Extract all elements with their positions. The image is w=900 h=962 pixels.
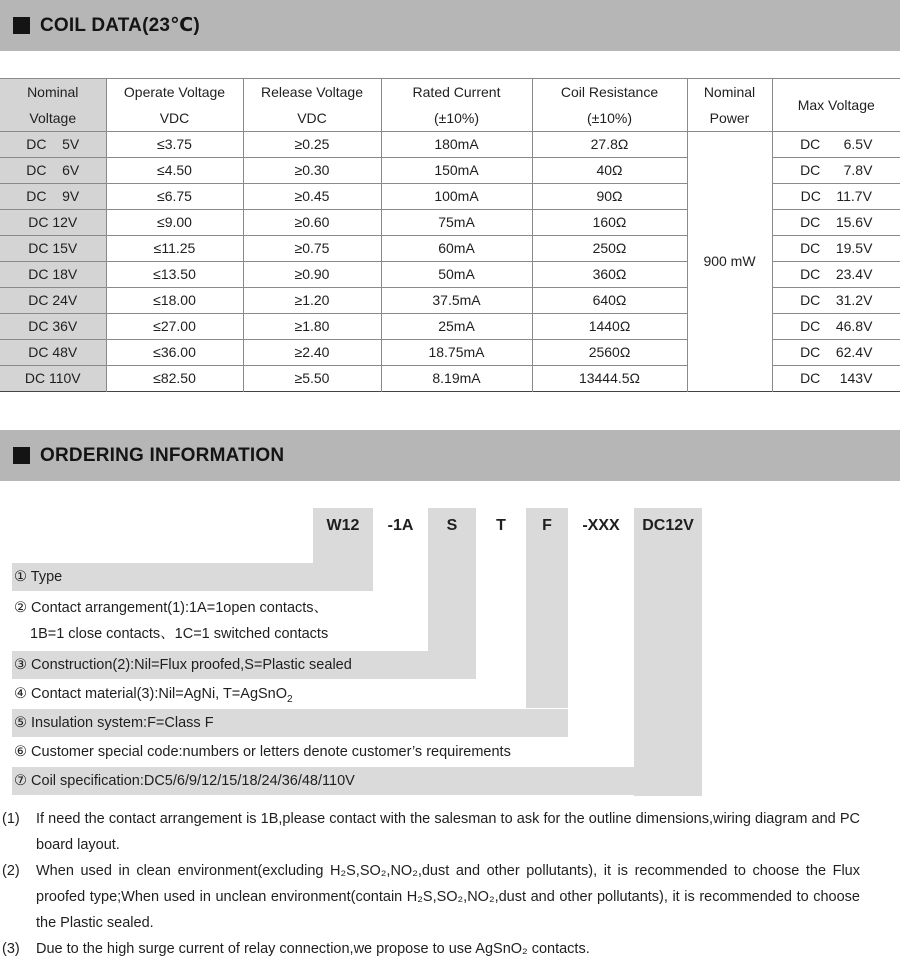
cell-current: 8.19mA: [381, 366, 532, 392]
header-operate-unit: VDC: [106, 105, 243, 132]
cell-operate: ≤11.25: [106, 236, 243, 262]
header-nominal-voltage: Nominal: [0, 79, 106, 106]
cell-operate: ≤4.50: [106, 158, 243, 184]
cell-nominal: DC 48V: [0, 340, 106, 366]
header-coil-resistance: Coil Resistance: [532, 79, 687, 106]
note-text: If need the contact arrangement is 1B,please contact with the salesman to ask for the outline dimensions,wiring diagram and PC board layout.: [36, 811, 860, 853]
ordering-info-title: ORDERING INFORMATION: [40, 444, 285, 466]
cell-resistance: 90Ω: [532, 184, 687, 210]
code-contact-material: T: [496, 517, 506, 534]
note-text: When used in clean environment(excluding H₂S,SO₂,NO₂,dust and other pollutants), it is recommended to choose the Flux proofed type;When used in unclean environment(contain H₂S,SO₂,NO₂,dust and other pollutants), it is recommended to choose the Plastic sealed.: [36, 863, 860, 931]
order-item-coil-spec: ⑦ Coil specification:DC5/6/9/12/15/18/24/36/48/110V: [12, 767, 702, 795]
cell-resistance: 360Ω: [532, 262, 687, 288]
cell-max-voltage: DC 11.7V: [772, 184, 900, 210]
cell-resistance: 1440Ω: [532, 314, 687, 340]
cell-release: ≥5.50: [243, 366, 381, 392]
cell-operate: ≤3.75: [106, 132, 243, 158]
coil-data-table: [0, 78, 900, 392]
cell-max-voltage: DC 23.4V: [772, 262, 900, 288]
header-rated-current-tol: (±10%): [381, 105, 532, 132]
coil-data-header: [0, 0, 900, 51]
ordering-info-header: [0, 430, 900, 481]
cell-release: ≥0.75: [243, 236, 381, 262]
order-item-customer-code: ⑥ Customer special code:numbers or letters denote customer’s requirements: [12, 738, 634, 766]
cell-current: 25mA: [381, 314, 532, 340]
cell-current: 180mA: [381, 132, 532, 158]
cell-max-voltage: DC 15.6V: [772, 210, 900, 236]
cell-operate: ≤18.00: [106, 288, 243, 314]
cell-resistance: 250Ω: [532, 236, 687, 262]
code-insulation: F: [542, 517, 552, 534]
code-type: W12: [326, 517, 360, 534]
table-header-row: [0, 79, 900, 106]
note-1: [0, 806, 860, 858]
cell-max-voltage: DC 31.2V: [772, 288, 900, 314]
order-item-construction: ③ Construction(2):Nil=Flux proofed,S=Plastic sealed: [12, 651, 476, 679]
cell-resistance: 40Ω: [532, 158, 687, 184]
cell-resistance: 160Ω: [532, 210, 687, 236]
cell-release: ≥0.30: [243, 158, 381, 184]
cell-max-voltage: DC 46.8V: [772, 314, 900, 340]
cell-release: ≥0.60: [243, 210, 381, 236]
order-item-contact-material: [12, 680, 526, 708]
square-bullet-icon: [13, 447, 30, 464]
cell-nominal: DC 18V: [0, 262, 106, 288]
cell-max-voltage: DC 7.8V: [772, 158, 900, 184]
header-max-voltage: Max Voltage: [772, 79, 900, 132]
cell-current: 60mA: [381, 236, 532, 262]
cell-operate: ≤13.50: [106, 262, 243, 288]
note-3: [0, 936, 860, 962]
subscript: 2: [287, 693, 293, 705]
order-item-contact-arrangement: [12, 593, 428, 651]
cell-resistance: 13444.5Ω: [532, 366, 687, 392]
code-customer-special: -XXX: [582, 517, 620, 534]
cell-operate: ≤36.00: [106, 340, 243, 366]
cell-release: ≥1.20: [243, 288, 381, 314]
order-item-contact-arrangement-line2: 1B=1 close contacts、1C=1 switched contacts: [30, 626, 329, 642]
note-text: Due to the high surge current of relay connection,we propose to use AgSnO₂ contacts.: [36, 941, 590, 957]
coil-data-title: COIL DATA(23℃): [40, 15, 200, 36]
header-nominal-power-2: Power: [687, 105, 772, 132]
header-nominal-power: Nominal: [687, 79, 772, 106]
header-rated-current: Rated Current: [381, 79, 532, 106]
cell-resistance: 27.8Ω: [532, 132, 687, 158]
notes: [0, 806, 860, 962]
code-construction: S: [446, 517, 458, 534]
cell-release: ≥0.25: [243, 132, 381, 158]
header-nominal-voltage-2: Voltage: [0, 105, 106, 132]
cell-resistance: 640Ω: [532, 288, 687, 314]
cell-release: ≥0.90: [243, 262, 381, 288]
cell-current: 100mA: [381, 184, 532, 210]
cell-nominal-power: 900 mW: [687, 132, 772, 392]
cell-current: 37.5mA: [381, 288, 532, 314]
cell-max-voltage: DC 62.4V: [772, 340, 900, 366]
square-bullet-icon: [13, 17, 30, 34]
header-operate-voltage: Operate Voltage: [106, 79, 243, 106]
cell-resistance: 2560Ω: [532, 340, 687, 366]
connector-coil-spec: [634, 508, 702, 796]
cell-operate: ≤9.00: [106, 210, 243, 236]
cell-operate: ≤27.00: [106, 314, 243, 340]
order-item-insulation: ⑤ Insulation system:F=Class F: [12, 709, 568, 737]
note-number: (1): [2, 811, 20, 827]
cell-nominal: DC 15V: [0, 236, 106, 262]
cell-current: 50mA: [381, 262, 532, 288]
cell-nominal: DC 110V: [0, 366, 106, 392]
table-header-row-2: [0, 105, 900, 132]
code-coil-spec: DC12V: [642, 517, 694, 534]
note-number: (3): [2, 941, 20, 957]
table-row: [0, 132, 900, 158]
note-number: (2): [2, 863, 20, 879]
order-item-contact-material-text: ④ Contact material(3):Nil=AgNi, T=AgSnO: [14, 686, 288, 702]
cell-current: 75mA: [381, 210, 532, 236]
cell-max-voltage: DC 6.5V: [772, 132, 900, 158]
cell-nominal: DC 36V: [0, 314, 106, 340]
order-item-type: ① Type: [12, 563, 373, 591]
cell-release: ≥0.45: [243, 184, 381, 210]
cell-nominal: DC 24V: [0, 288, 106, 314]
cell-current: 18.75mA: [381, 340, 532, 366]
header-coil-resistance-tol: (±10%): [532, 105, 687, 132]
cell-operate: ≤6.75: [106, 184, 243, 210]
cell-current: 150mA: [381, 158, 532, 184]
header-release-unit: VDC: [243, 105, 381, 132]
cell-release: ≥1.80: [243, 314, 381, 340]
cell-nominal: DC 12V: [0, 210, 106, 236]
order-item-contact-arrangement-line1: ② Contact arrangement(1):1A=1open contacts、: [14, 600, 329, 616]
cell-operate: ≤82.50: [106, 366, 243, 392]
cell-release: ≥2.40: [243, 340, 381, 366]
cell-nominal: DC 9V: [0, 184, 106, 210]
header-release-voltage: Release Voltage: [243, 79, 381, 106]
note-2: [0, 858, 860, 936]
cell-nominal: DC 6V: [0, 158, 106, 184]
cell-max-voltage: DC 143V: [772, 366, 900, 392]
cell-nominal: DC 5V: [0, 132, 106, 158]
cell-max-voltage: DC 19.5V: [772, 236, 900, 262]
code-contact-arrangement: -1A: [387, 517, 414, 534]
